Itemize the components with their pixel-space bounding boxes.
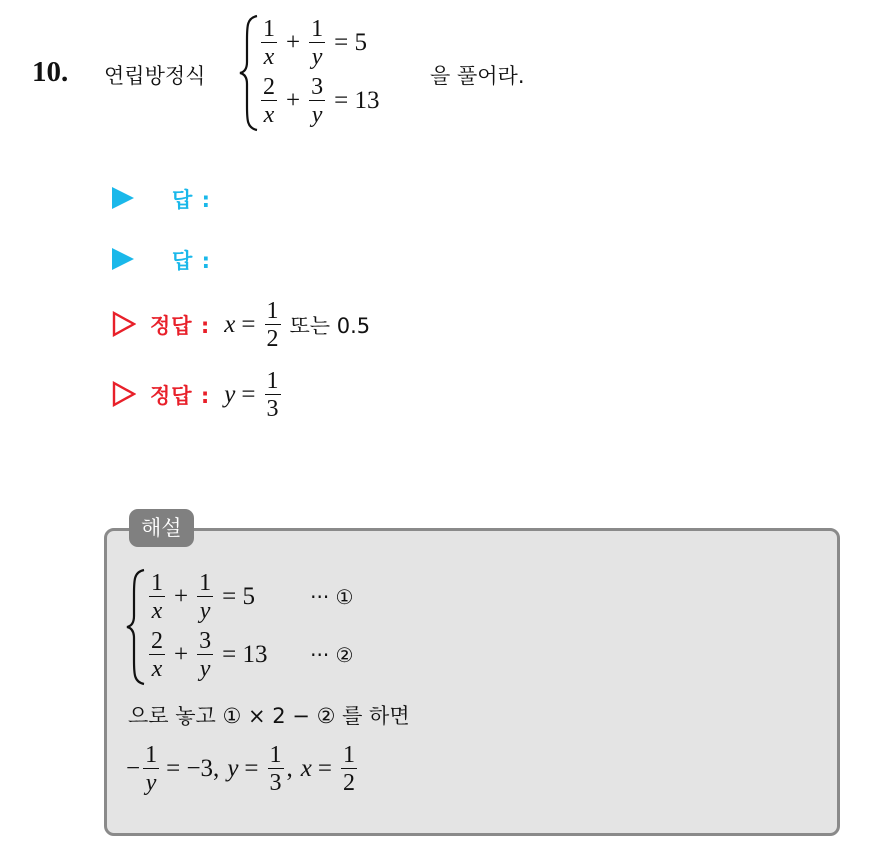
fraction: $\frac{1}{2}$ [266,297,279,353]
question-tail: 을 풀어라. [430,64,525,88]
fraction: $\frac{1}{3}$ [269,741,282,797]
correct-label: 정답 : [150,384,211,408]
solution-brace [124,568,146,686]
solution-result: − $\frac{1}{y}$ = −3, y = $\frac{1}{3}$ , x = $\frac{1}{2}$ [126,741,355,797]
correct-answer-2: 정답 : y = $\frac{1}{3}$ [150,367,279,423]
solution-equation-2: $\frac{2}{x}$ + $\frac{3}{y}$ = 13 ··· ② [151,627,354,683]
solution-equations [146,568,353,684]
correct-answer-1: 정답 : x = $\frac{1}{2}$ 또는 0.5 [150,297,371,353]
play-triangle-icon [112,248,134,270]
equation-marker: ··· ① [310,585,354,609]
equation-2: $\frac{2}{x}$ + $\frac{3}{y}$ = 13 [263,73,380,129]
correct-label: 정답 : [150,314,211,338]
fraction: $\frac{1}{y}$ [145,741,158,797]
fraction: $\frac{1}{y}$ [199,569,212,625]
fraction: $\frac{1}{3}$ [266,367,279,423]
fraction: $\frac{2}{x}$ [263,73,275,129]
equation-marker: ··· ② [310,643,354,667]
solution-tag: 해설 [129,509,194,547]
fraction: $\frac{2}{x}$ [151,627,163,683]
outline-triangle-icon [112,381,136,407]
solution-text: 으로 놓고 ① × 2 − ② 를 하면 [128,704,410,728]
system-equations [258,14,379,130]
fraction: $\frac{3}{y}$ [199,627,212,683]
system-brace [237,14,259,132]
fraction: $\frac{1}{x}$ [151,569,163,625]
solution-equation-1: $\frac{1}{x}$ + $\frac{1}{y}$ = 5 ··· ① [151,569,354,625]
question-number: 10. [32,56,69,88]
fraction: $\frac{1}{y}$ [311,15,324,71]
play-triangle-icon [112,187,134,209]
outline-triangle-icon [112,311,136,337]
answer-label: 답 : [172,188,211,212]
equation-1: $\frac{1}{x}$ + $\frac{1}{y}$ = 5 [263,15,367,71]
fraction: $\frac{1}{2}$ [343,741,355,797]
answer-label: 답 : [172,249,211,273]
question-intro: 연립방정식 [104,64,206,88]
fraction: $\frac{3}{y}$ [311,73,324,129]
fraction: $\frac{1}{x}$ [263,15,275,71]
